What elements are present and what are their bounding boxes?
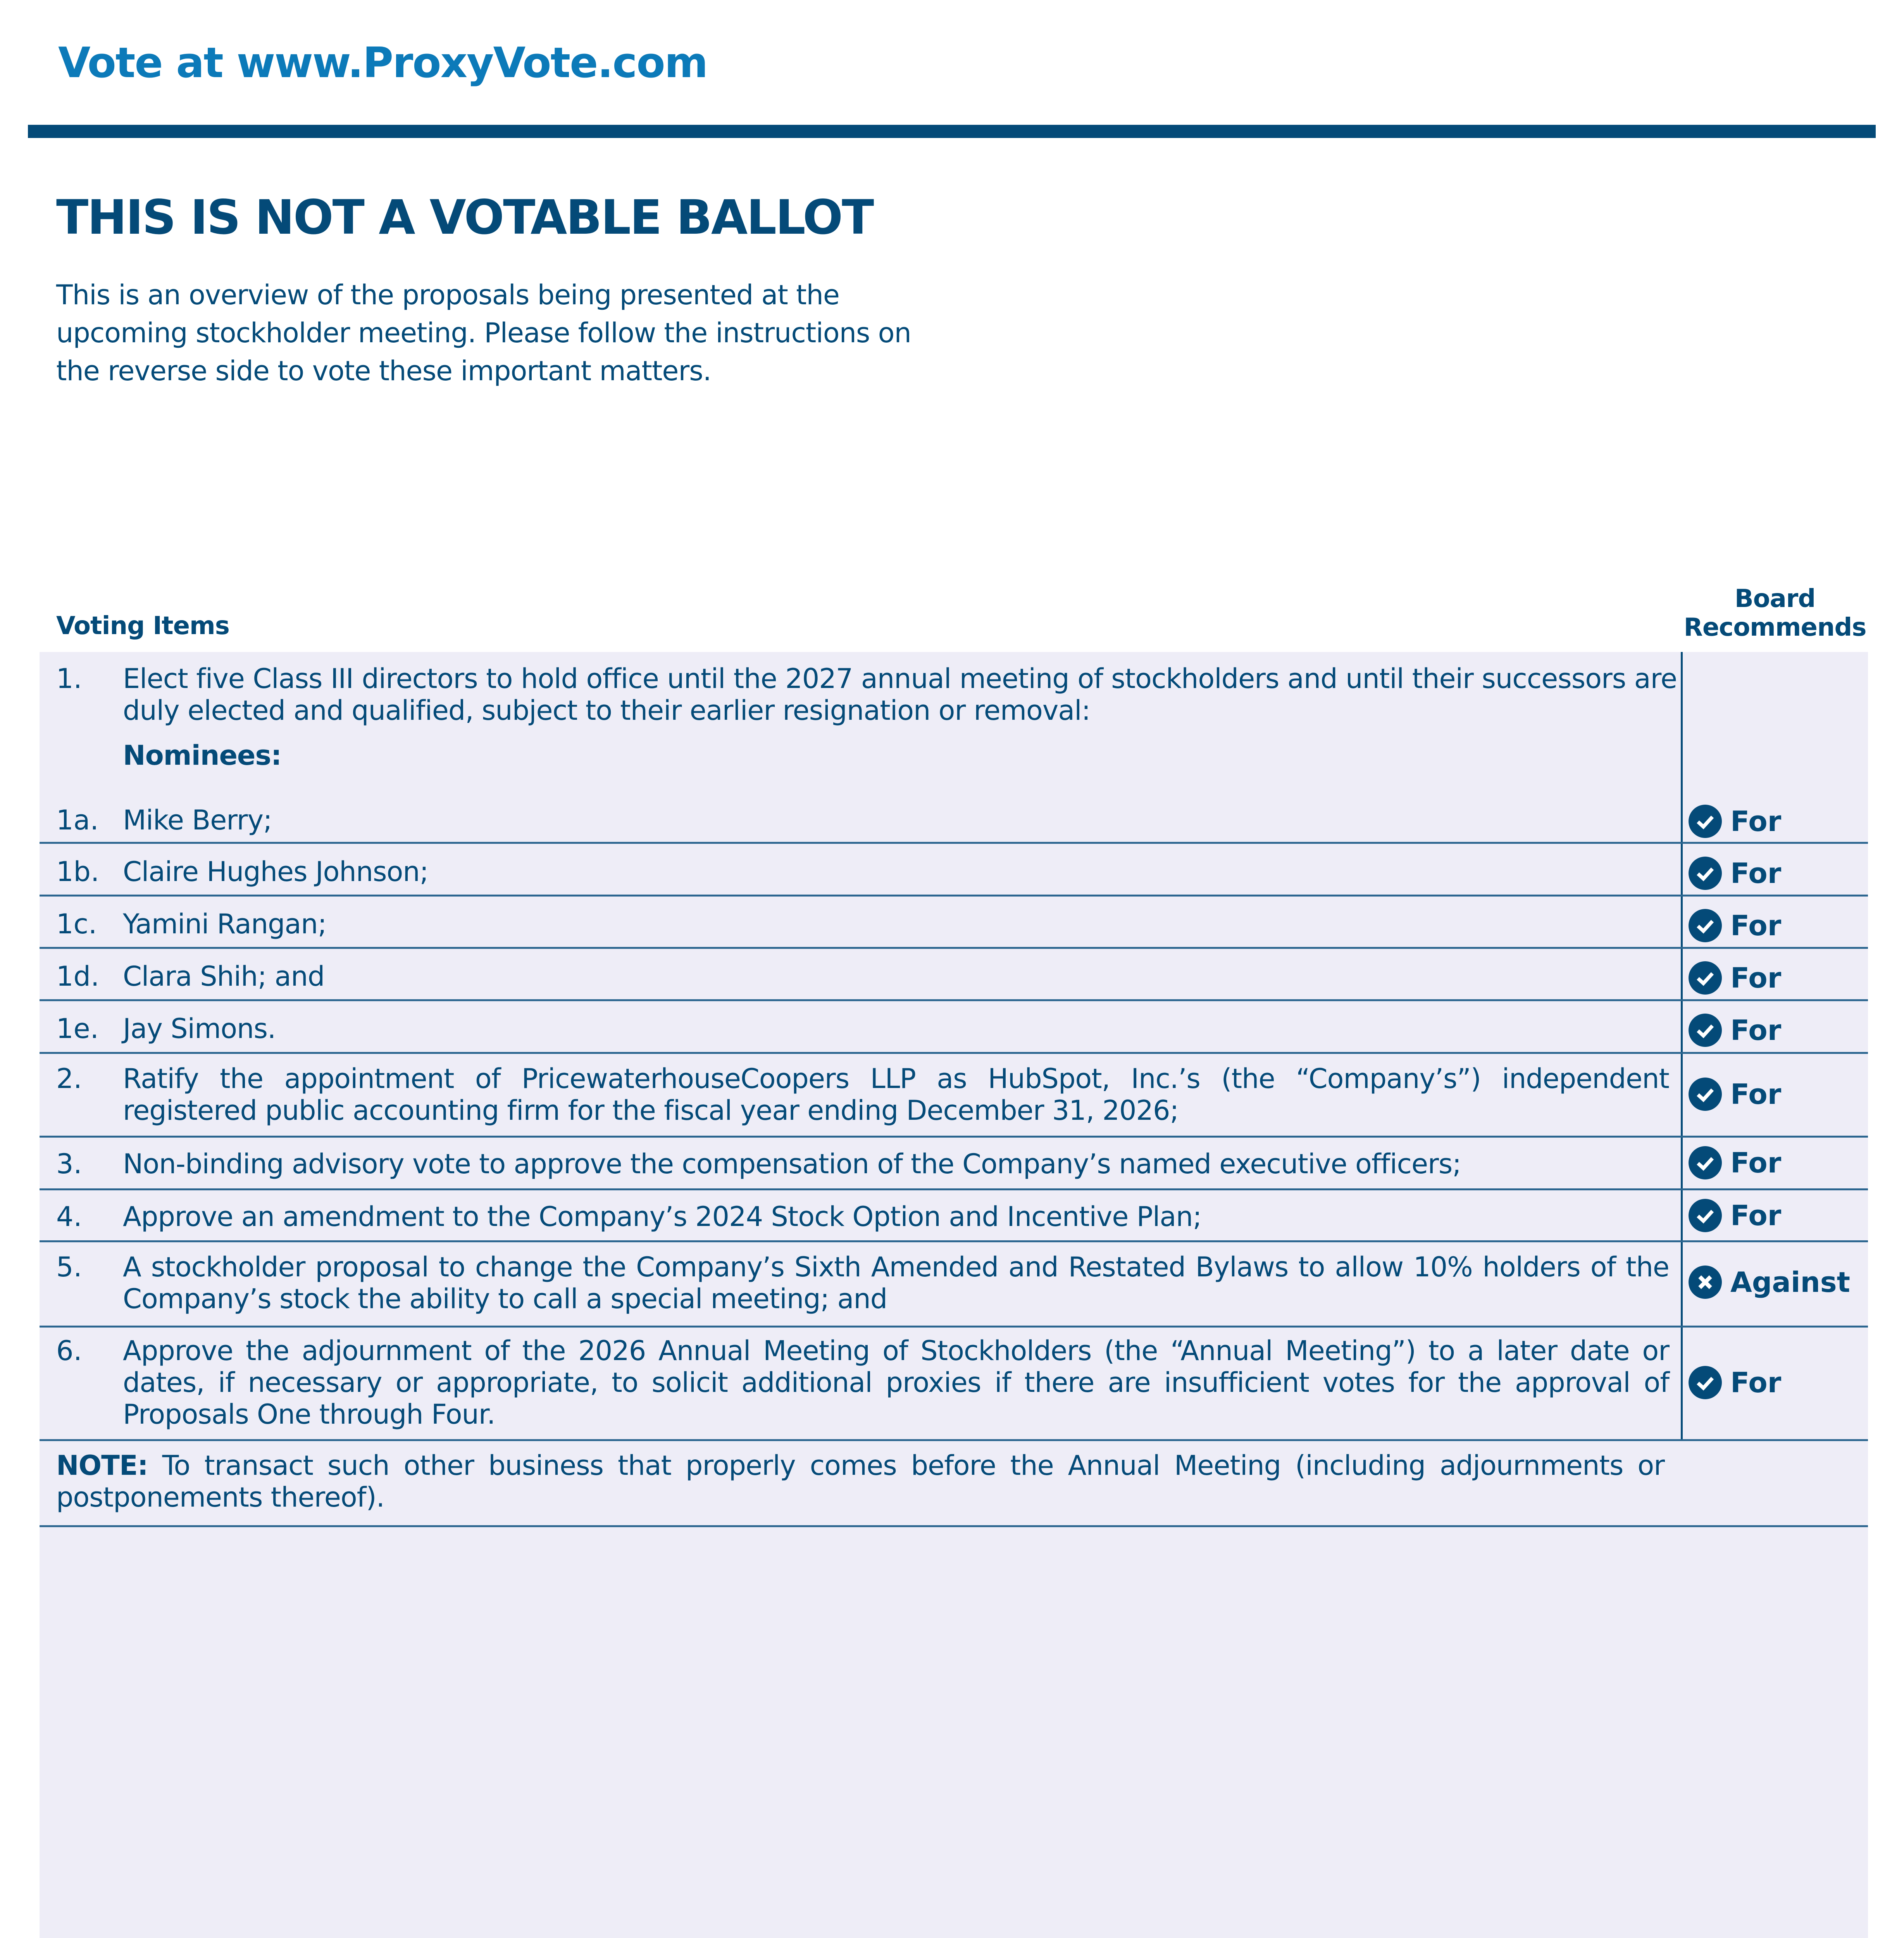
item-number: 1e. — [56, 1013, 99, 1045]
check-circle-icon — [1689, 805, 1722, 838]
item-text-2: Ratify the appointment of PricewaterhouseCoopers LLP as HubSpot, Inc.’s (the “Company’s”) independent registered public accounting firm for the fiscal year ending December 31, 2026; — [123, 1063, 1669, 1126]
board-recommendation-1d — [1689, 961, 1781, 995]
board-recommendation-1c — [1689, 909, 1781, 942]
check-circle-icon — [1689, 909, 1722, 942]
check-circle-icon — [1689, 1199, 1722, 1232]
item-text-1c: Yamini Rangan; — [123, 908, 327, 940]
recommendation-label: For — [1730, 857, 1782, 890]
row-divider — [40, 895, 1868, 897]
item-number: 1c. — [56, 908, 97, 940]
item-text-1b: Claire Hughes Johnson; — [123, 856, 429, 888]
item-number: 1d. — [56, 960, 100, 992]
x-circle-icon — [1689, 1266, 1722, 1299]
row-divider — [40, 947, 1868, 949]
item-text-6: Approve the adjournment of the 2026 Annual Meeting of Stockholders (the “Annual Meeting”) to a later date or dates, if necessary or appropriate, to solicit additional proxies if there are insufficient votes for the approval of Proposals One through Four. — [123, 1335, 1669, 1430]
item-text-3: Non-binding advisory vote to approve the compensation of the Company’s named executive officers; — [123, 1148, 1461, 1180]
row-divider — [40, 1525, 1868, 1527]
board-recommendation-1e — [1689, 1014, 1781, 1047]
item-number: 1. — [56, 663, 82, 695]
note-body: To transact such other business that properly comes before the Annual Meeting (including adjournments or postponements thereof). — [56, 1450, 1664, 1513]
row-divider — [40, 999, 1868, 1001]
recommendation-label: For — [1730, 1078, 1782, 1110]
item-text: Elect five Class III directors to hold office until the 2027 annual meeting of stockholders and until their successors are duly elected and qualified, subject to their earlier resignation or removal: — [123, 663, 1677, 726]
row-divider — [40, 1052, 1868, 1054]
column-header-voting-items: Voting Items — [56, 612, 229, 640]
board-recommendation-5 — [1689, 1266, 1850, 1299]
row-divider — [40, 1136, 1868, 1138]
intro-text: This is an overview of the proposals being presented at the upcoming stockholder meeting. Please follow the instructions on the reverse side to vote these important matters. — [56, 279, 911, 387]
recommendation-label: For — [1730, 805, 1782, 838]
recommendation-label: For — [1730, 962, 1782, 994]
item-number: 3. — [56, 1148, 82, 1180]
check-circle-icon — [1689, 1014, 1722, 1047]
check-circle-icon — [1689, 1078, 1722, 1111]
item-text-1a: Mike Berry; — [123, 804, 272, 836]
row-divider — [40, 842, 1868, 844]
check-circle-icon — [1689, 961, 1722, 995]
board-recommendation-6 — [1689, 1366, 1781, 1399]
item-text-4: Approve an amendment to the Company’s 2024 Stock Option and Incentive Plan; — [123, 1201, 1202, 1233]
recommendation-label: For — [1730, 1366, 1782, 1399]
row-divider — [40, 1439, 1868, 1441]
recommendation-label: For — [1730, 1199, 1782, 1232]
check-circle-icon — [1689, 857, 1722, 890]
item-number: 6. — [56, 1335, 82, 1367]
item-number: 1a. — [56, 804, 99, 836]
check-circle-icon — [1689, 1366, 1722, 1399]
recommendation-label: For — [1730, 1014, 1782, 1047]
board-recommendation-4 — [1689, 1199, 1781, 1232]
board-recommendation-3 — [1689, 1146, 1781, 1179]
item-text-1e: Jay Simons. — [123, 1013, 276, 1045]
recommendation-label: For — [1730, 909, 1782, 942]
note-text — [56, 1450, 1664, 1513]
note-label: NOTE: — [56, 1450, 148, 1481]
column-header-board-recommends: Board Recommends — [1683, 585, 1866, 642]
recommendation-label: For — [1730, 1147, 1782, 1179]
item-number: 1b. — [56, 856, 100, 888]
vote-link[interactable]: Vote at www.ProxyVote.com — [58, 39, 708, 87]
item-text-5: A stockholder proposal to change the Company’s Sixth Amended and Restated Bylaws to allow 10% holders of the Company’s stock the ability to call a special meeting; and — [123, 1251, 1669, 1315]
item-number: 4. — [56, 1201, 82, 1233]
column-divider — [1681, 652, 1683, 1440]
recommendation-label: Against — [1730, 1266, 1851, 1298]
row-divider — [40, 1240, 1868, 1242]
board-recommendation-2 — [1689, 1078, 1781, 1111]
board-recommendation-1b — [1689, 857, 1781, 890]
board-recommendation-1a — [1689, 805, 1781, 838]
item-number: 2. — [56, 1063, 82, 1095]
item-text-1d: Clara Shih; and — [123, 960, 325, 992]
header-divider-bar — [28, 125, 1876, 138]
page-title: THIS IS NOT A VOTABLE BALLOT — [56, 190, 873, 245]
row-divider — [40, 1326, 1868, 1328]
check-circle-icon — [1689, 1146, 1722, 1179]
row-divider — [40, 1188, 1868, 1190]
nominees-label: Nominees: — [123, 740, 282, 771]
item-number: 5. — [56, 1251, 82, 1283]
